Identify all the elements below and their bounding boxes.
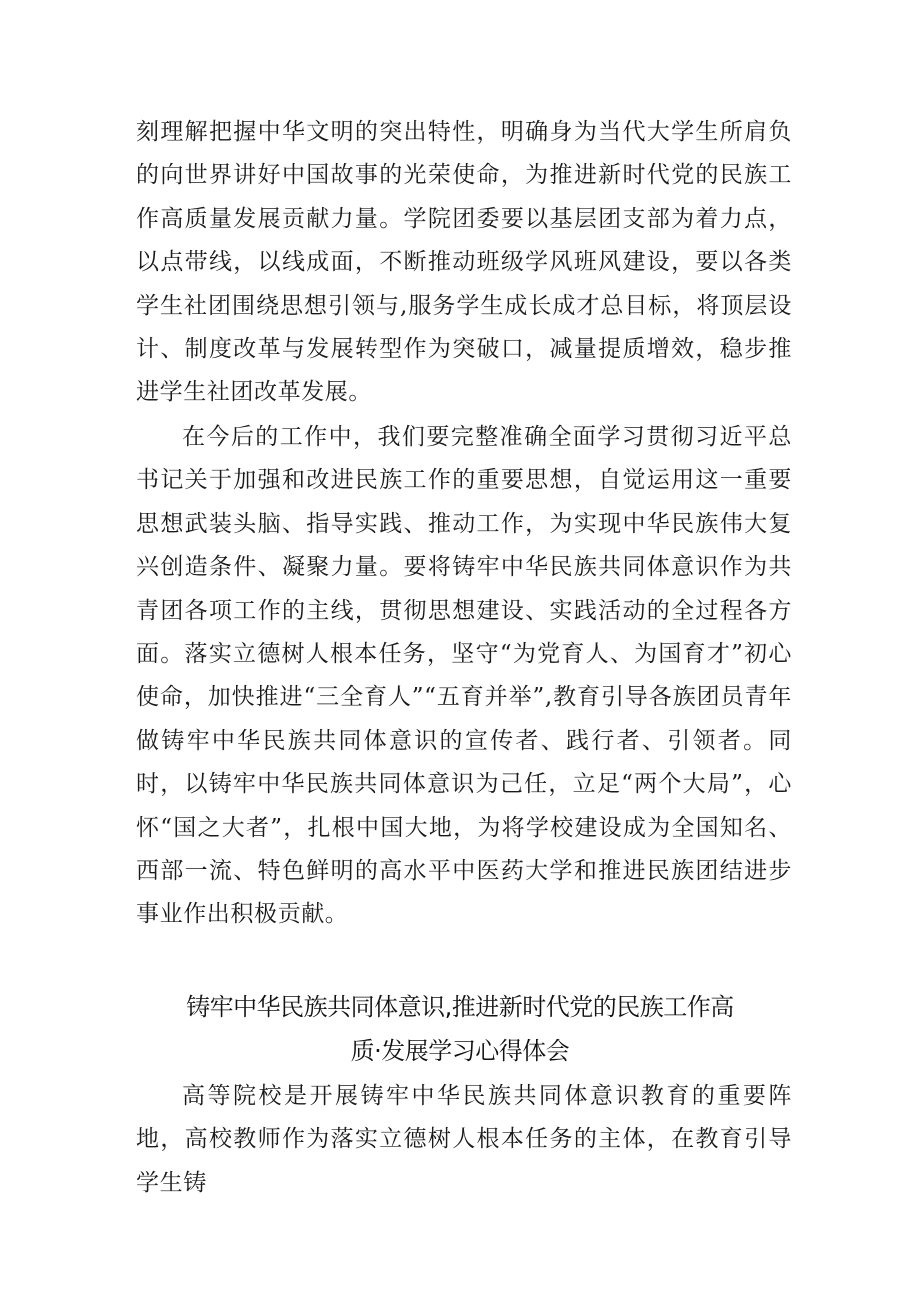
section-title-line-1: 铸牢中华民族共同体意识,推进新时代党的民族工作高: [186, 993, 734, 1021]
section-title-line-2: 质·发展学习心得体会: [350, 1037, 570, 1065]
body-paragraph: 刻理解把握中华文明的突出特性，明确身为当代大学生所肩负的向世界讲好中国故事的光荣使命，为推进新时代党的民族工作高质量发展贡献力量。学院团委要以基层团支部为着力点，以点带线，以线成面，不断推动班级学风班风建设，要以各类学生社团围绕思想引领与,服务学生成长成才总目标，将顶层设计、制度改革与发展转型作为突破口，减量提质增效，稳步推进学生社团改革发展。: [136, 119, 792, 406]
body-paragraph: 高等院校是开展铸牢中华民族共同体意识教育的重要阵地，高校教师作为落实立德树人根本任务的主体，在教育引导学生铸: [136, 1083, 792, 1196]
body-paragraph: 在今后的工作中，我们要完整准确全面学习贯彻习近平总书记关于加强和改进民族工作的重要思想，自觉运用这一重要思想武装头脑、指导实践、推动工作，为实现中华民族伟大复兴创造条件、凝聚力量。要将铸牢中华民族共同体意识作为共青团各项工作的主线，贯彻思想建设、实践活动的全过程各方面。落实立德树人根本任务，坚守“为党育人、为国育才”初心使命，加快推进“三全育人”“五育并举”,教育引导各族团员青年做铸牢中华民族共同体意识的宣传者、践行者、引领者。同时，以铸牢中华民族共同体意识为己任，立足“两个大局”，心怀“国之大者”，扎根中国大地，为将学校建设成为全国知名、西部一流、特色鲜明的高水平中医药大学和推进民族团结进步事业作出积极贡献。: [136, 424, 792, 928]
